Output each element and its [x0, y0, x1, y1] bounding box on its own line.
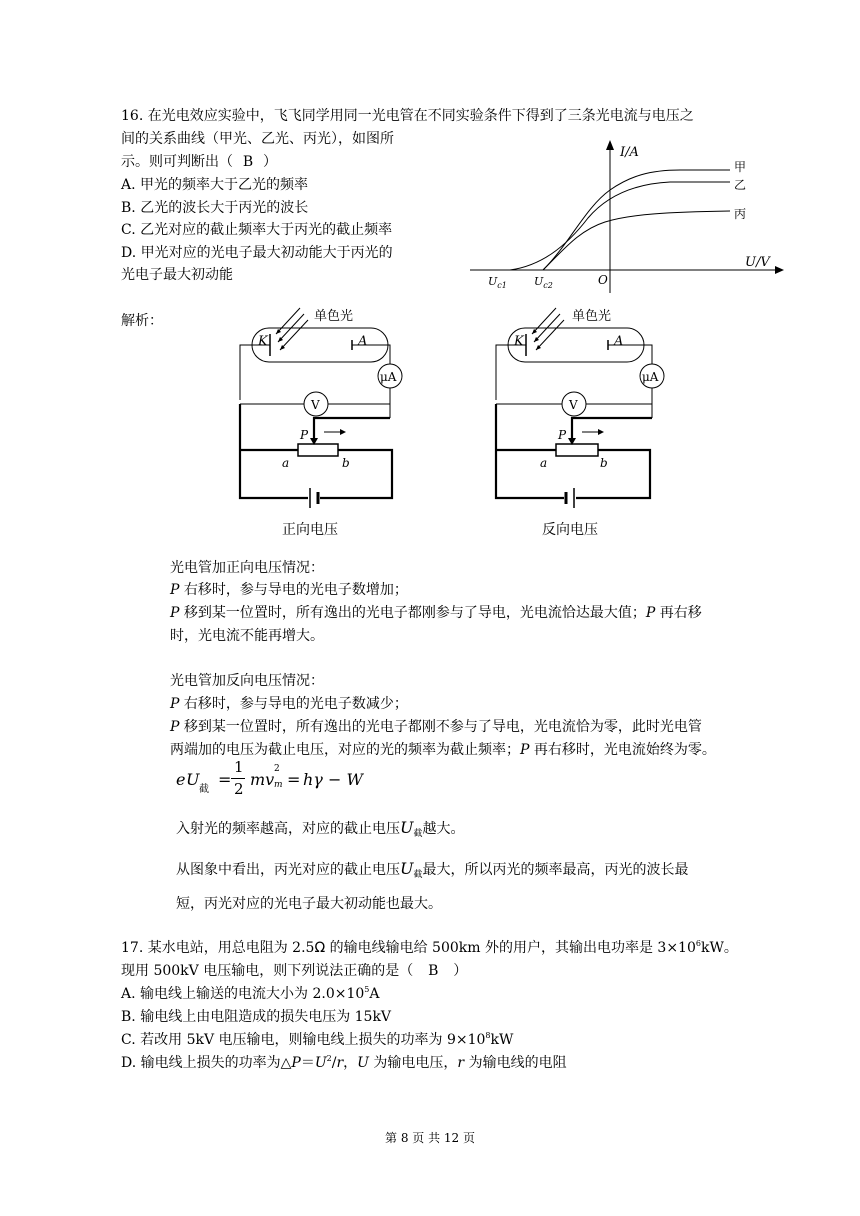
q16-option-c: C. 乙光对应的截止频率大于丙光的截止频率	[121, 222, 393, 238]
q16-answer: B	[242, 154, 254, 170]
forward-line2: P 移到某一位置时，所有逸出的光电子都刚参与了导电，光电流恰达最大值；P 再右移	[170, 605, 702, 621]
q16-stem-line3: 示。则可判断出（ B ）	[121, 154, 277, 170]
q17-stem-line2: 现用 500kV 电压输电，则下列说法正确的是（ B ）	[121, 963, 468, 979]
wire	[320, 450, 392, 498]
q17-option-c: C. 若改用 5kV 电压输电，则输电线上损失的功率为 $9\times 10^8kW$	[121, 1031, 514, 1048]
forward-title: 光电管加正向电压情况：	[170, 560, 324, 576]
q16-option-d-cont: 光电子最大初动能	[121, 267, 233, 283]
q17-stem-line1: 17. 某水电站，用总电阻为 2.5Ω 的输电线输电给 500km 外的用户，其输出电功率是 $3\times 10^6kW$。	[121, 939, 738, 956]
cathode-label: K	[514, 334, 524, 349]
anode-label: A	[358, 334, 368, 349]
rheostat-a-label: a	[540, 456, 548, 470]
rheostat-a-label: a	[282, 456, 290, 470]
wire	[496, 345, 526, 400]
curve-jia	[543, 170, 730, 270]
anode-label: A	[614, 334, 624, 349]
x-axis-arrow	[775, 266, 784, 274]
uc2-label: $U_{c2}$	[534, 275, 553, 290]
origin-label: O	[598, 273, 608, 287]
q16-stem-line1: 16. 在光电效应实验中，飞飞同学用同一光电管在不同实验条件下得到了三条光电流与电压之	[121, 108, 694, 124]
circuit-reverse	[486, 300, 676, 545]
forward-line1: P 右移时，参与导电的光电子数增加；	[170, 582, 408, 598]
circuit-forward	[230, 300, 410, 545]
voltmeter-label: V	[311, 398, 320, 412]
analysis-label: 解析：	[121, 313, 163, 329]
reverse-line1: P 右移时，参与导电的光电子数减少；	[170, 696, 408, 712]
conclusion-line3: 短，丙光对应的光电子最大初动能也最大。	[176, 896, 442, 912]
q17-option-b: B. 输电线上由电阻造成的损失电压为 15kV	[121, 1009, 392, 1025]
q16-option-b: B. 乙光的波长大于丙光的波长	[121, 200, 309, 216]
light-ray	[532, 308, 556, 334]
curve-label-yi: 乙	[734, 178, 747, 192]
slider-wire	[314, 418, 390, 440]
reverse-line2: P 移到某一位置时，所有逸出的光电子都刚不参与了导电，光电流恰为零，此时光电管	[170, 719, 702, 735]
conclusion-line1: 入射光的频率越高，对应的截止电压$U_截$越大。	[176, 818, 465, 839]
y-axis-arrow	[606, 140, 614, 150]
q16-option-a: A. 甲光的频率大于乙光的频率	[121, 177, 309, 193]
circuit-caption: 反向电压	[542, 522, 598, 538]
curve-yi	[510, 182, 730, 270]
iu-graph	[470, 138, 790, 298]
q16-option-d: D. 甲光对应的光电子最大初动能大于丙光的	[121, 245, 393, 261]
slider-label: P	[558, 428, 567, 442]
rheostat-b-label: b	[600, 456, 608, 470]
curve-label-bing: 丙	[734, 207, 747, 221]
y-axis-label: I/A	[620, 145, 639, 160]
microammeter-label: μA	[380, 370, 397, 384]
curve-bing	[543, 211, 730, 270]
wire	[576, 450, 650, 498]
q17-option-d: D. 输电线上损失的功率为$\triangle P=U^2/r$，U 为输电电压，r 为输电线的电阻	[121, 1054, 567, 1071]
curve-label-jia: 甲	[734, 160, 747, 174]
rheostat-b-label: b	[342, 456, 350, 470]
conclusion-line2: 从图象中看出，丙光对应的截止电压$U_截$最大，所以丙光的频率最高，丙光的波长最	[176, 859, 689, 880]
cathode-label: K	[258, 334, 268, 349]
slider-label: P	[300, 428, 309, 442]
q17-option-a: A. 输电线上输送的电流大小为 $2.0\times 10^5A$	[121, 985, 380, 1002]
rheostat	[298, 444, 338, 456]
reverse-line3: 两端加的电压为截止电压，对应的光的频率为截止频率；P 再右移时，光电流始终为零。	[170, 742, 716, 758]
page-footer: 第 8 页 共 12 页	[385, 1131, 475, 1145]
q16-stem-line2: 间的关系曲线（甲光、乙光、丙光），如图所	[121, 131, 394, 147]
wire	[240, 345, 270, 400]
microammeter-label: μA	[642, 370, 659, 384]
rheostat	[556, 444, 598, 456]
light-label: 单色光	[314, 309, 354, 324]
slider-wire	[572, 418, 652, 440]
light-label: 单色光	[572, 309, 612, 324]
forward-line3: 时，光电流不能再增大。	[170, 628, 324, 644]
uc1-label: $U_{c1}$	[488, 275, 507, 290]
x-axis-label: U/V	[745, 255, 770, 270]
circuit-caption: 正向电压	[282, 522, 338, 538]
light-ray	[276, 308, 300, 334]
voltmeter-label: V	[569, 398, 578, 412]
reverse-title: 光电管加反向电压情况：	[170, 673, 324, 689]
q17-answer: B	[428, 963, 439, 979]
